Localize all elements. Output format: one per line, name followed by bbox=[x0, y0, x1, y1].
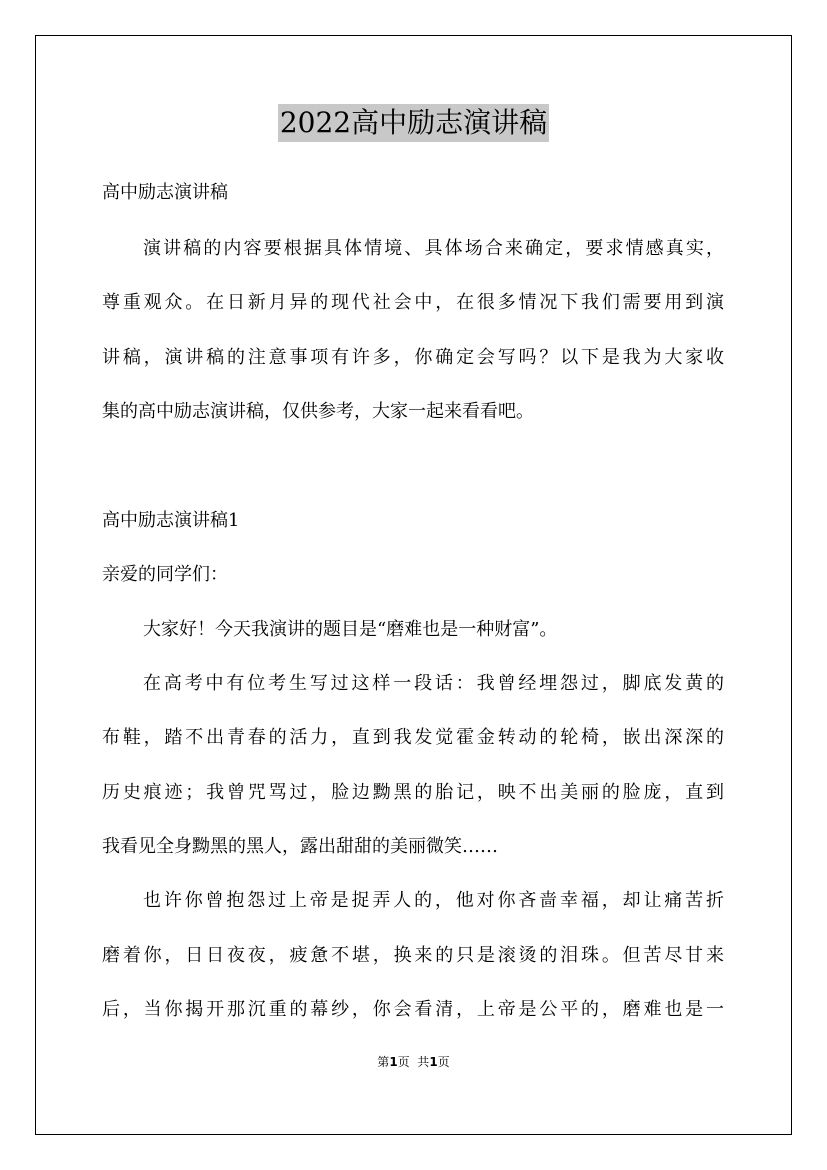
intro-line-3: 讲稿，演讲稿的注意事项有许多，你确定会写吗？以下是我为大家收 bbox=[102, 347, 724, 368]
document-title: 2022高中励志演讲稿 bbox=[278, 104, 549, 142]
page-footer bbox=[0, 1054, 827, 1070]
intro-line-2: 尊重观众。在日新月异的现代社会中，在很多情况下我们需要用到演 bbox=[102, 292, 724, 313]
para3-line-3: 后，当你揭开那沉重的幕纱，你会看清，上帝是公平的，磨难也是一 bbox=[102, 999, 724, 1020]
para2-line-1: 在高考中有位考生写过这样一段话：我曾经埋怨过，脚底发黄的 bbox=[143, 673, 724, 694]
document-subtitle: 高中励志演讲稿 bbox=[102, 182, 228, 203]
footer-page-number: 1 bbox=[389, 1055, 398, 1069]
footer-page-total: 1 bbox=[429, 1055, 438, 1069]
footer-page-suffix: 页 bbox=[437, 1055, 450, 1069]
footer-page-prefix: 第 bbox=[377, 1055, 390, 1069]
title-container bbox=[0, 104, 827, 142]
section-heading: 高中励志演讲稿1 bbox=[102, 510, 240, 531]
paragraph-1: 大家好！今天我演讲的题目是“磨难也是一种财富”。 bbox=[143, 619, 558, 640]
footer-page-mid: 页 共 bbox=[397, 1055, 430, 1069]
para2-line-4: 我看见全身黝黑的黑人，露出甜甜的美丽微笑…… bbox=[102, 836, 498, 857]
para2-line-3: 历史痕迹；我曾咒骂过，脸边黝黑的胎记，映不出美丽的脸庞，直到 bbox=[102, 782, 724, 803]
salutation: 亲爱的同学们： bbox=[102, 564, 228, 585]
intro-line-4: 集的高中励志演讲稿，仅供参考，大家一起来看看吧。 bbox=[102, 401, 534, 422]
intro-line-1: 演讲稿的内容要根据具体情境、具体场合来确定，要求情感真实， bbox=[143, 238, 724, 259]
para2-line-2: 布鞋，踏不出青春的活力，直到我发觉霍金转动的轮椅，嵌出深深的 bbox=[102, 727, 724, 748]
para3-line-1: 也许你曾抱怨过上帝是捉弄人的，他对你吝啬幸福，却让痛苦折 bbox=[143, 890, 724, 911]
para3-line-2: 磨着你，日日夜夜，疲惫不堪，换来的只是滚烫的泪珠。但苦尽甘来 bbox=[102, 945, 724, 966]
